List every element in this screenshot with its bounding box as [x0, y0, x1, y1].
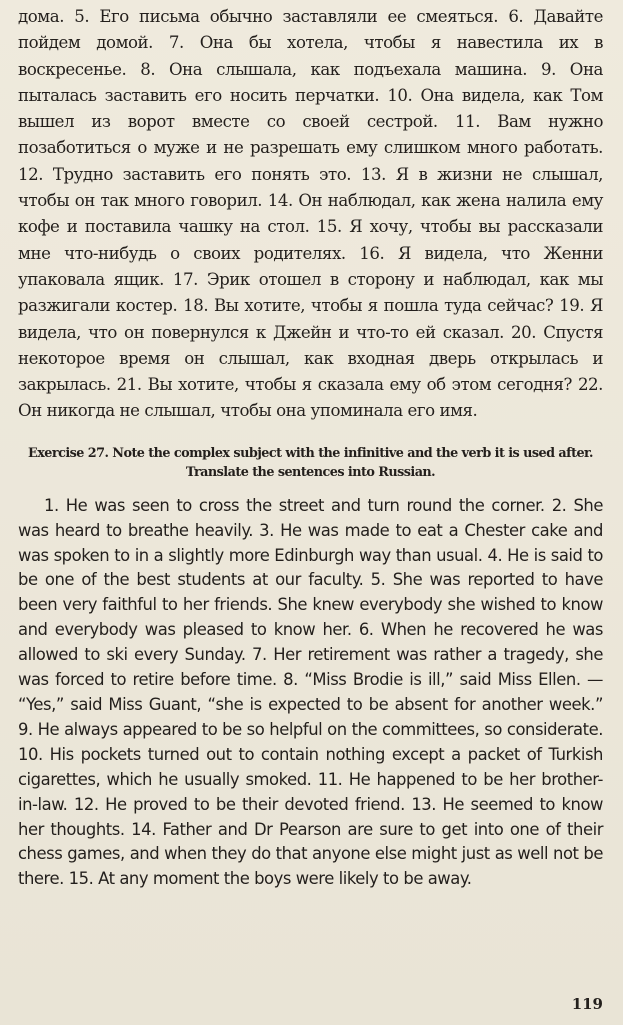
- exercise-heading: Exercise 27. Note the complex subject with the infinitive and the verb it is used after. Translate the sentences into Russian.: [28, 445, 593, 480]
- russian-translation-paragraph: дома. 5. Его письма обычно заставляли ее смеяться. 6. Давайте пойдем домой. 7. Она бы хотела, чтобы я навестила их в воскресенье. 8. Она слышала, как подъехала машина. 9. Она пыталась заставить его носить перчатки. 10. Она видела, как Том вышел из ворот вместе со своей сестрой. 11. Вам нужно позаботиться о муже и не разрешать ему слишком много работать. 12. Трудно заставить его понять это. 13. Я в жизни не слышал, чтобы он так много говорил. 14. Он наблюдал, как жена налила ему кофе и поставила чашку на стол. 15. Я хочу, чтобы вы рассказали мне что-нибудь о своих родителях. 16. Я видела, что Женни упаковала ящик. 17. Эрик отошел в сторону и наблюдал, как мы разжигали костер. 18. Вы хотите, чтобы я пошла туда сейчас? 19. Я видела, что он повернулся к Джейн и что-то ей сказал. 20. Спустя некоторое время он слышал, как входная дверь открылась и закрылась. 21. Вы хотите, чтобы я сказала ему об этом сегодня? 22. Он никогда не слышал, чтобы она упоминала его имя.: [18, 7, 603, 421]
- exercise-sentences-paragraph: 1. He was seen to cross the street and turn round the corner. 2. She was heard to breathe heavily. 3. He was made to eat a Chester cake and was spoken to in a slightly more Edinburgh way than usual. 4. He is said to be one of the best students at our faculty. 5. She was reported to have been very faithful to her friends. She knew everybody she wished to know and everybody was pleased to know her. 6. When he recovered he was allowed to ski every Sunday. 7. Her retirement was rather a tragedy, she was forced to retire before time. 8. “Miss Brodie is ill,” said Miss Ellen. — “Yes,” said Miss Guant, “she is expected to be absent for another week.” 9. He always appeared to be so helpful on the committees, so considerate. 10. His pockets turned out to contain nothing except a packet of Turkish cigarettes, which he usually smoked. 11. He happened to be her brother-in-law. 12. He proved to be their devoted friend. 13. He seemed to know her thoughts. 14. Father and Dr Pearson are sure to get into one of their chess games, and when they do that anyone else might just as well not be there. 15. At any moment the boys were likely to be away.: [18, 495, 603, 889]
- page-number: 119: [571, 995, 603, 1013]
